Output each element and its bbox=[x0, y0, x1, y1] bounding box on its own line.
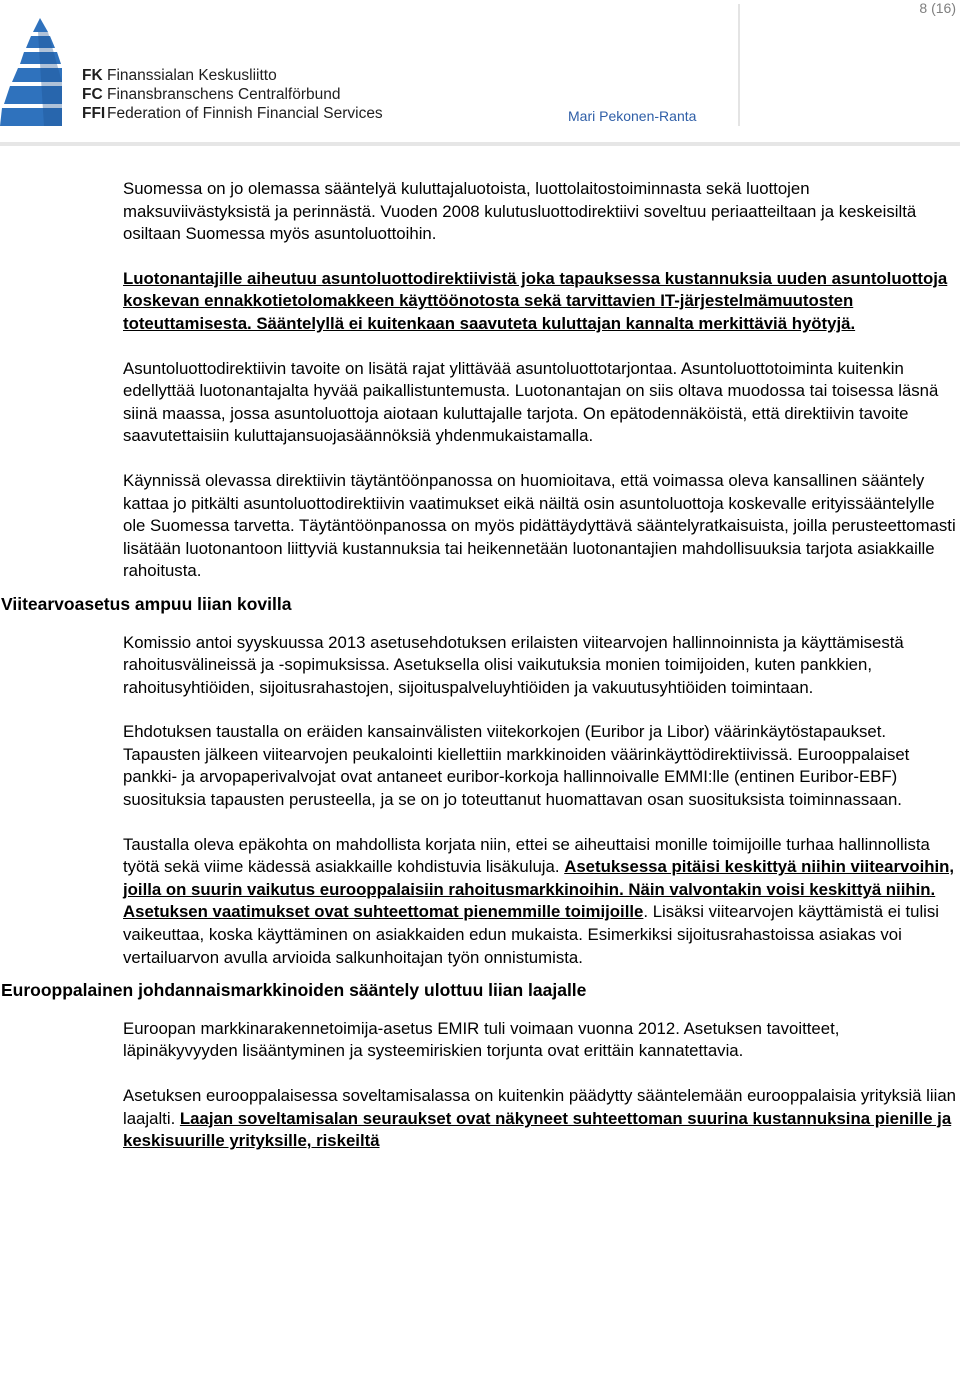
header-divider bbox=[738, 4, 740, 126]
paragraph: Suomessa on jo olemassa sääntelyä kuluttajaluotoista, luottolaitostoiminnasta sekä luottojen maksuviivästyksistä ja perinnästä. Vuoden 2008 kulutusluottodirektiivi soveltuu periaatteiltaan ja keskeisiltä osiltaan Suomessa myös asuntoluottoihin. bbox=[123, 179, 917, 244]
paragraph-emphasis: Luotonantajille aiheutuu asuntoluottodirektiivistä joka tapauksessa kustannuksia uuden asuntoluottoja koskevan ennakkotietolomakkeen käyttöönotosta sekä tarvittavien IT-järjestelmämuutosten toteuttamisesta. Sääntelyllä ei kuitenkaan saavuteta kuluttajan kannalta merkittäviä hyötyjä. bbox=[123, 268, 948, 333]
paragraph-text: Taustalla oleva epäkohta on mahdollista korjata niin, ettei se aiheuttaisi monille toimijoille turhaa hallinnollista työtä sekä viime kädessä asiakkaille kohdistuvia lisäkuluja. bbox=[123, 834, 930, 877]
paragraph-emphasis: Asetuksessa pitäisi keskittyä niihin viitearvoihin, joilla on suurin vaikutus eurooppalaisiin rahoitusmarkkinoihin. Näin valvontakin voisi keskittyä niihin. Asetuksen vaatimukset ovat suhteettomat pienemmille toimijoille bbox=[123, 857, 955, 922]
paragraph-emphasis: Laajan soveltamisalan seuraukset ovat näkyneet suhteettoman suurina kustannuksina pienille ja keskisuurille yrityksille, riskeiltä bbox=[123, 1108, 952, 1151]
paragraph: Ehdotuksen taustalla on eräiden kansainvälisten viitekorkojen (Euribor ja Libor) väärinkäytöstapaukset. Tapausten jälkeen viitearvojen peukalointi kiellettiin markkinoiden väärinkäyttödirektiivissä. Eurooppalaiset pankki- ja arvopaperivalvojat ovat antaneet euribor-korkoja hallinnoivalle EMMI:lle (entinen Euribor-EBF) suosituksia tapausten perusteella, ja se on jo toteuttanut huomattavan osan suosituksista toiminnassaan. bbox=[123, 722, 910, 810]
paragraph-text: . Lisäksi viitearvojen käyttämistä ei tulisi vaikeuttaa, koska käyttäminen on asiakkaiden edun mukaista. Esimerkiksi sijoitusrahastoissa asiakas voi vertailuarvon avulla arvioida salkunhoitajan työn onnistumista. bbox=[123, 902, 940, 967]
author-name: Mari Pekonen-Ranta bbox=[568, 108, 697, 124]
paragraph bbox=[123, 1085, 957, 1153]
document-body bbox=[0, 178, 960, 1153]
page-header bbox=[0, 0, 960, 150]
org-line-ffi bbox=[82, 104, 383, 123]
org-full-name: Finansbranschens Centralförbund bbox=[107, 86, 341, 103]
section-heading: Eurooppalainen johdannaismarkkinoiden sääntely ulottuu liian laajalle bbox=[1, 980, 587, 1001]
org-abbreviation: FFI bbox=[82, 105, 106, 122]
paragraph: Käynnissä olevassa direktiivin täytäntöönpanossa on huomioitava, että voimassa oleva kansallinen sääntely kattaa jo pitkälti asuntoluottodirektiivin vaatimukset eikä näiltä osin asuntoluottoja koskevalle erityissääntelylle ole Suomessa tarvetta. Täytäntöönpanossa on myös pidättäydyttävä sääntelyratkaisuista, joilla perusteettomasti lisätään luotonantoon liittyviä kustannuksia tai heikennetään luotonantajien mahdollisuuksia tarjota asiakkaille rahoitusta. bbox=[123, 470, 956, 581]
ffi-logo-icon bbox=[0, 18, 62, 126]
org-line-fk bbox=[82, 66, 383, 85]
org-line-fc bbox=[82, 85, 383, 104]
paragraph: Euroopan markkinarakennetoimija-asetus EMIR tuli voimaan vuonna 2012. Asetuksen tavoitteet, läpinäkyvyyden lisääntyminen ja systeemiriskien torjunta ovat erittäin kannatettavia. bbox=[123, 1018, 840, 1061]
org-abbreviation: FK bbox=[82, 67, 103, 84]
org-abbreviation: FC bbox=[82, 86, 103, 103]
section-heading: Viitearvoasetus ampuu liian kovilla bbox=[1, 593, 292, 614]
paragraph: Komissio antoi syyskuussa 2013 asetusehdotuksen erilaisten viitearvojen hallinnoinnista ja käyttämisestä rahoitusvälineissä ja -sopimuksissa. Asetuksella olisi vaikutuksia monien toimijoiden, kuten pankkien, rahoitusyhtiöiden, sijoitusrahastojen, sijoituspalveluyhtiöiden ja vakuutusyhtiöiden toimintaan. bbox=[123, 632, 904, 697]
paragraph-text: Asetuksen eurooppalaisessa soveltamisalassa on kuitenkin päädytty sääntelemään eurooppalaisia yrityksiä liian laajalti. bbox=[123, 1086, 957, 1128]
paragraph bbox=[123, 834, 957, 970]
org-full-name: Federation of Finnish Financial Services bbox=[107, 105, 383, 122]
organization-name bbox=[82, 66, 383, 123]
org-full-name: Finanssialan Keskusliitto bbox=[107, 67, 277, 84]
paragraph: Asuntoluottodirektiivin tavoite on lisätä rajat ylittävää asuntoluottotarjontaa. Asuntoluottotoiminta kuitenkin edellyttää luotonantajalta hyvää paikallistuntemusta. Luotonantajan on siis oltava muodossa tai toisessa läsnä siinä maassa, jossa asuntoluottoja aiotaan kuluttajalle tarjota. On epätodennäköistä, että direktiivin tavoite saavutettaisiin kuluttajansuojasäännöksiä yhdenmukaistamalla. bbox=[123, 358, 939, 446]
page-number: 8 (16) bbox=[919, 0, 956, 16]
header-rule bbox=[0, 142, 960, 146]
